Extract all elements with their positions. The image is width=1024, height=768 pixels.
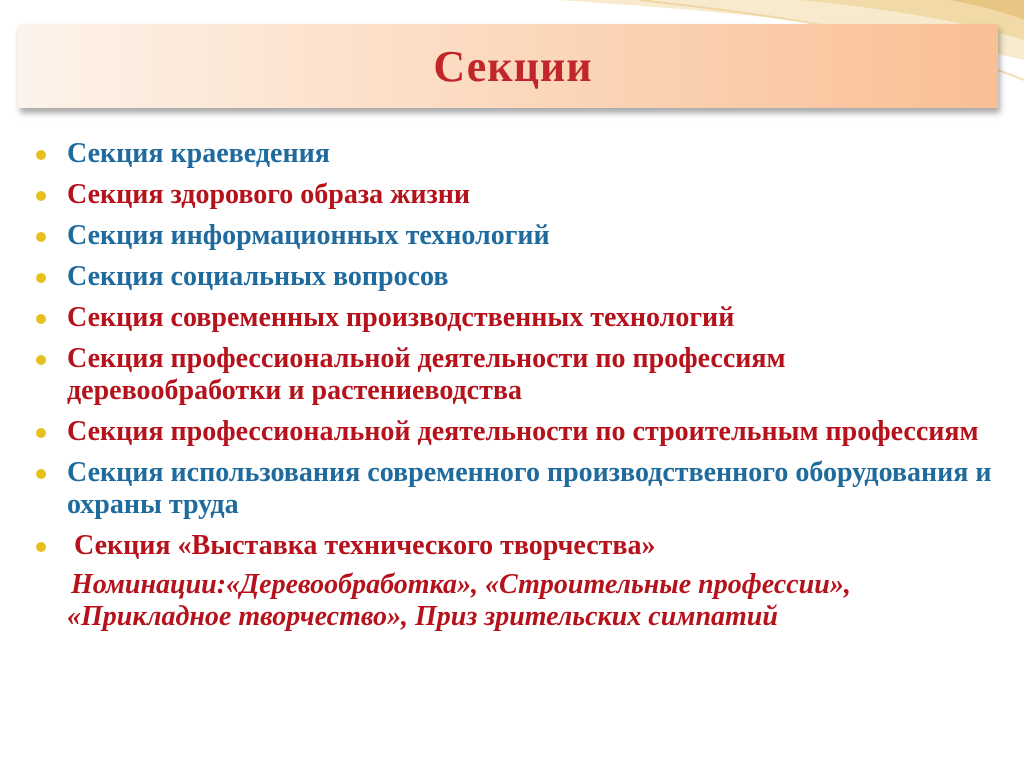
list-item xyxy=(34,179,994,211)
bullet-icon xyxy=(36,355,46,365)
list-item-text: Секция использования современного производственного оборудования и охраны труда xyxy=(67,457,992,520)
section-list xyxy=(34,138,994,633)
list-item xyxy=(34,416,994,448)
bullet-icon xyxy=(36,542,46,552)
list-item xyxy=(34,302,994,334)
bullet-icon xyxy=(36,191,46,201)
list-item-text: Секция профессиональной деятельности по строительным профессиям xyxy=(67,416,979,447)
bullet-icon xyxy=(36,428,46,438)
title-banner xyxy=(18,24,998,108)
list-item-text: Секция социальных вопросов xyxy=(67,261,449,292)
bullet-icon xyxy=(36,314,46,324)
bullet-icon xyxy=(36,469,46,479)
list-item-text: Секция здорового образа жизни xyxy=(67,179,471,210)
list-item-text: Секция информационных технологий xyxy=(67,220,550,251)
bullet-icon xyxy=(36,150,46,160)
list-item xyxy=(34,343,994,407)
nominations-text: Номинации:«Деревообработка», «Строительные профессии», «Прикладное творчество», Приз зрительских симпатий xyxy=(67,569,851,632)
list-item-text: Секция профессиональной деятельности по профессиям деревообработки и растениеводства xyxy=(67,343,786,406)
bullet-icon xyxy=(36,273,46,283)
list-item xyxy=(34,530,994,562)
bullet-icon xyxy=(36,232,46,242)
list-item xyxy=(34,220,994,252)
list-item xyxy=(34,261,994,293)
list-item-text: Секция краеведения xyxy=(67,138,330,169)
slide-title: Секции xyxy=(433,41,593,91)
nominations-note xyxy=(34,569,994,633)
list-item xyxy=(34,457,994,521)
list-item-text: Секция «Выставка технического творчества» xyxy=(67,530,656,561)
list-item-text: Секция современных производственных технологий xyxy=(67,302,735,333)
list-item xyxy=(34,138,994,170)
